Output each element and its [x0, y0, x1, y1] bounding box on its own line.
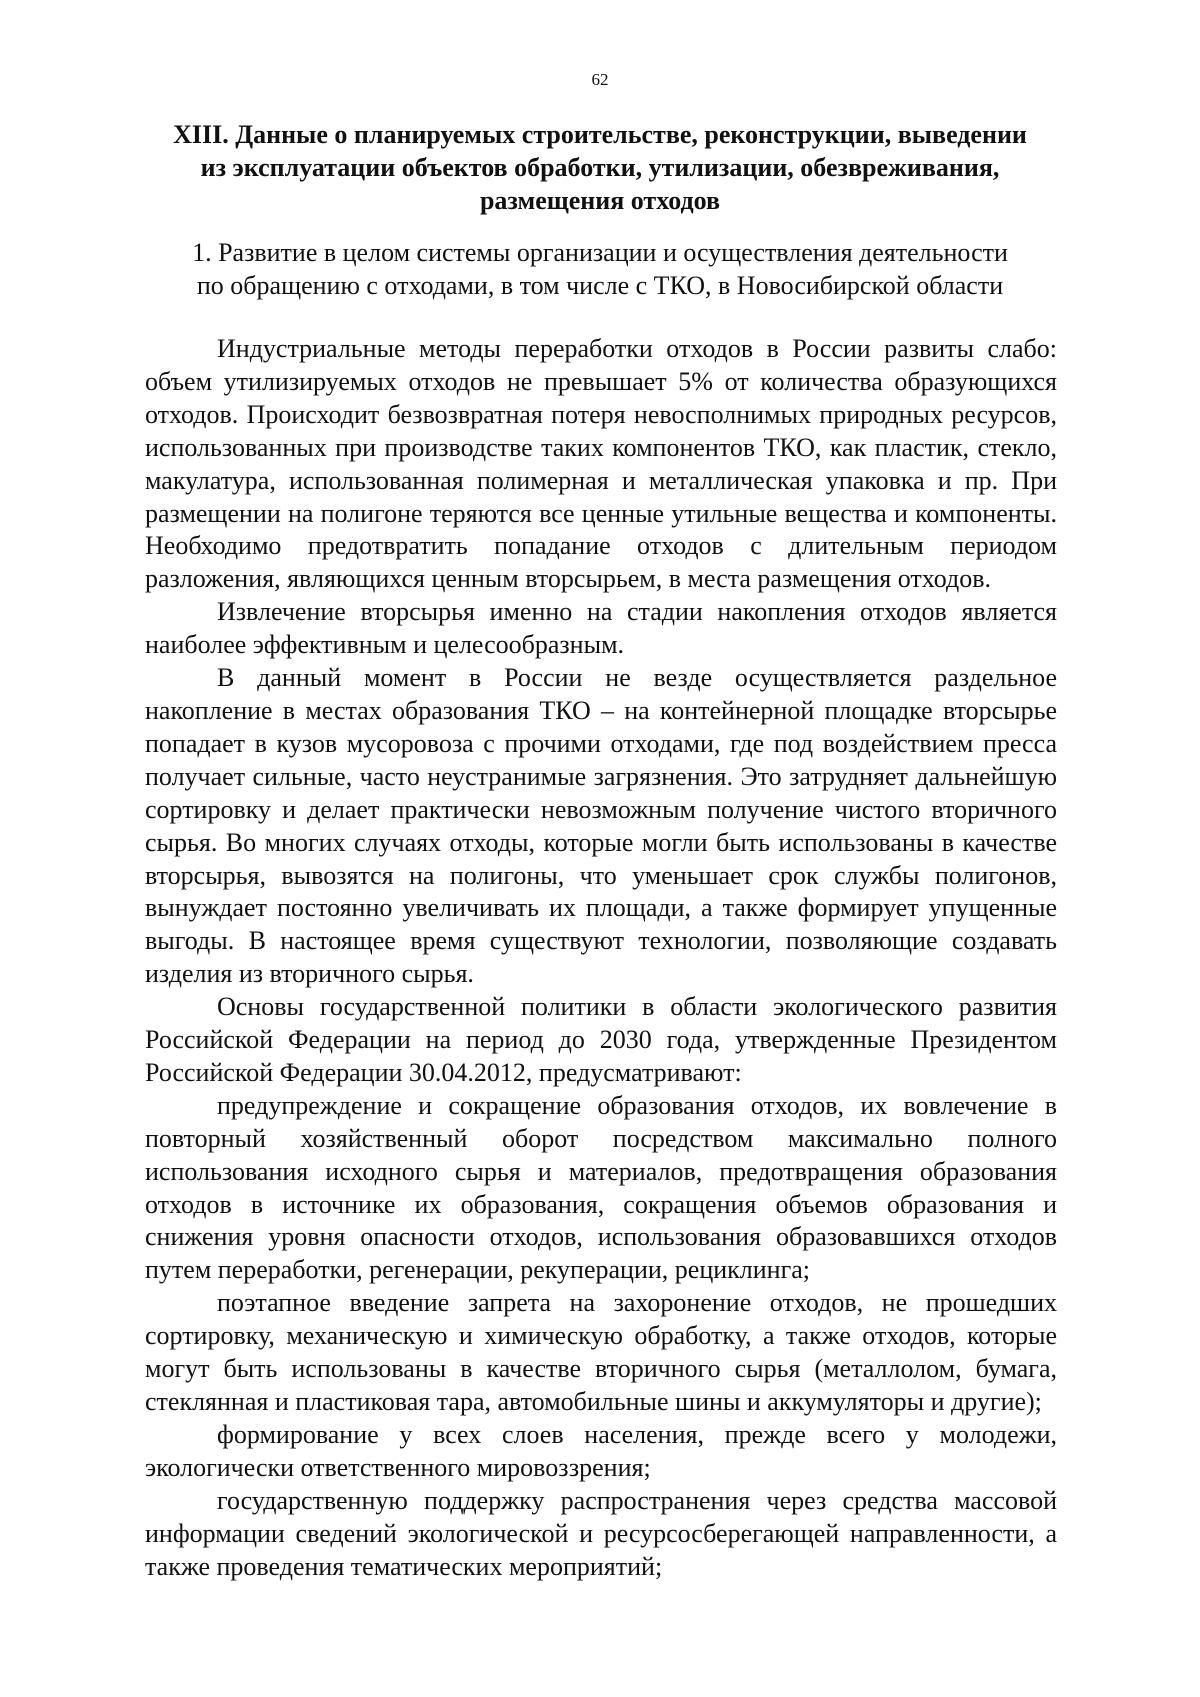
paragraph: Основы государственной политики в области экологического развития Российской Федерации на период до 2030 года, утвержденные Президентом Российской Федерации 30.04.2012, предусматривают: — [145, 992, 1057, 1087]
paragraph: В данный момент в России не везде осуществляется раздельное накопление в местах образования ТКО – на контейнерной площадке вторсырье попадает в кузов мусоровоза с прочими отходами, где под воздействием пресса получает сильные, часто неустранимые загрязнения. Это затрудняет дальнейшую сортировку и делает практически невозможным получение чистого вторичного сырья. Во многих случаях отходы, которые могли быть использованы в качестве вторсырья, вывозятся на полигоны, что уменьшает срок службы полигонов, вынуждает постоянно увеличивать их площади, а также формирует упущенные выгоды. В настоящее время существуют технологии, позволяющие создавать изделия из вторичного сырья. — [145, 663, 1057, 989]
section-title-line: из эксплуатации объектов обработки, утилизации, обезвреживания, — [200, 153, 1000, 182]
body-text — [145, 333, 1057, 1583]
section-title-line: XIII. Данные о планируемых строительстве, реконструкции, выведении — [173, 120, 1027, 149]
paragraph: формирование у всех слоев населения, прежде всего у молодежи, экологически ответственного мировоззрения; — [145, 1419, 1057, 1482]
paragraph: государственную поддержку распространения через средства массовой информации сведений экологической и ресурсосберегающей направленности, а также проведения тематических мероприятий; — [145, 1485, 1057, 1581]
subsection-title-line: 1. Развитие в целом системы организации и осуществления деятельности — [192, 238, 1008, 267]
subsection-title — [150, 236, 1050, 302]
paragraph: поэтапное введение запрета на захоронение отходов, не прошедших сортировку, механическую и химическую обработку, а также отходов, которые могут быть использованы в качестве вторичного сырья (металлолом, бумага, стеклянная и пластиковая тара, автомобильные шины и аккумуляторы и другие); — [145, 1288, 1057, 1416]
subsection-title-line: по обращению с отходами, в том числе с ТКО, в Новосибирской области — [196, 271, 1004, 300]
page-number: 62 — [591, 70, 609, 89]
section-title-line: размещения отходов — [479, 186, 721, 215]
paragraph: Индустриальные методы переработки отходов в России развиты слабо: объем утилизируемых отходов не превышает 5% от количества образующихся отходов. Происходит безвозвратная потеря невосполнимых природных ресурсов, использованных при производстве таких компонентов ТКО, как пластик, стекло, макулатура, использованная полимерная и металлическая упаковка и пр. При размещении на полигоне теряются все ценные утильные вещества и компоненты. Необходимо предотвратить попадание отходов с длительным периодом разложения, являющихся ценным вторсырьем, в места размещения отходов. — [145, 334, 1057, 594]
section-title — [150, 118, 1050, 217]
paragraph: предупреждение и сокращение образования отходов, их вовлечение в повторный хозяйственный оборот посредством максимально полного использования исходного сырья и материалов, предотвращения образования отходов в источнике их образования, сокращения объемов образования и снижения уровня опасности отходов, использования образовавшихся отходов путем переработки, регенерации, рекуперации, рециклинга; — [145, 1090, 1057, 1285]
paragraph: Извлечение вторсырья именно на стадии накопления отходов является наиболее эффективным и целесообразным. — [145, 597, 1057, 660]
